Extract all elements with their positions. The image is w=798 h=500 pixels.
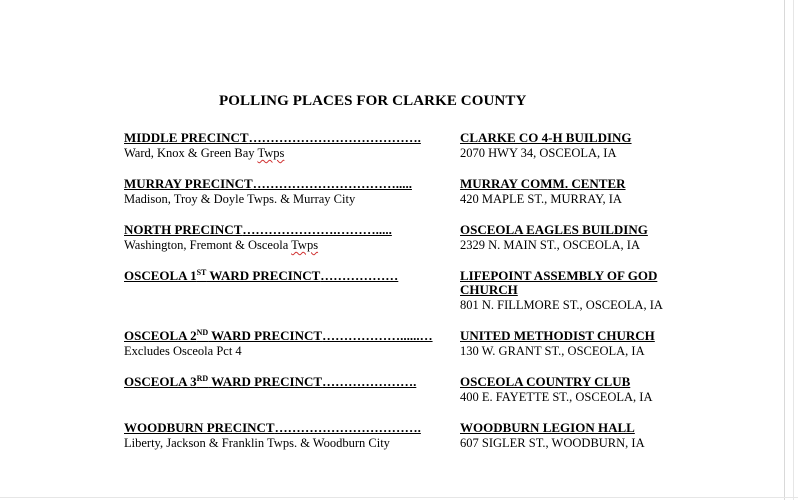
precinct-name: OSCEOLA 2ND WARD PRECINCT………………......…: [124, 328, 433, 343]
precinct-entry: [0, 222, 798, 272]
precinct-description: Excludes Osceola Pct 4: [124, 344, 242, 358]
dot-leader: ………………: [320, 268, 399, 283]
polling-place-name-line2: CHURCH: [460, 282, 518, 297]
polling-place-name: MURRAY COMM. CENTER: [460, 176, 626, 191]
precinct-description: Washington, Fremont & Osceola Twps: [124, 238, 319, 252]
precinct-name: NORTH PRECINCT………………….……….....: [124, 222, 392, 237]
precinct-name: MIDDLE PRECINCT………………………………….: [124, 130, 421, 145]
spellcheck-word: Twps: [291, 238, 319, 252]
precinct-name: WOODBURN PRECINCT…………………………….: [124, 420, 421, 435]
precinct-name: OSCEOLA 3RD WARD PRECINCT………………….: [124, 374, 417, 389]
polling-place-address: 400 E. FAYETTE ST., OSCEOLA, IA: [460, 390, 653, 404]
dot-leader: ………………......…: [322, 328, 433, 343]
dot-leader: ………………………………….: [248, 130, 421, 145]
polling-place-address: 801 N. FILLMORE ST., OSCEOLA, IA: [460, 298, 663, 312]
dot-leader: …………………………….....: [252, 176, 412, 191]
polling-place-name: CLARKE CO 4-H BUILDING: [460, 130, 632, 145]
polling-place-name: OSCEOLA EAGLES BUILDING: [460, 222, 648, 237]
precinct-description: Ward, Knox & Green Bay Twps: [124, 146, 285, 160]
precinct-entry: [0, 374, 798, 424]
precinct-entry: [0, 130, 798, 180]
precinct-entry: [0, 420, 798, 470]
polling-place-name: LIFEPOINT ASSEMBLY OF GOD: [460, 268, 658, 283]
polling-place-name: WOODBURN LEGION HALL: [460, 420, 635, 435]
precinct-description: Madison, Troy & Doyle Twps. & Murray City: [124, 192, 356, 206]
precinct-entry: [0, 328, 798, 378]
dot-leader: ………………….: [322, 374, 417, 389]
dot-leader: …………………………….: [274, 420, 421, 435]
precinct-entry: [0, 176, 798, 226]
polling-place-name: UNITED METHODIST CHURCH: [460, 328, 655, 343]
polling-place-address: 420 MAPLE ST., MURRAY, IA: [460, 192, 622, 206]
dot-leader: ………………….……….....: [242, 222, 392, 237]
precinct-name: MURRAY PRECINCT…………………………….....: [124, 176, 412, 191]
page-edge-line: [0, 497, 798, 498]
polling-place-address: 2329 N. MAIN ST., OSCEOLA, IA: [460, 238, 640, 252]
page-title: POLLING PLACES FOR CLARKE COUNTY: [219, 93, 527, 109]
polling-place-address: 607 SIGLER ST., WOODBURN, IA: [460, 436, 645, 450]
polling-place-address: 2070 HWY 34, OSCEOLA, IA: [460, 146, 617, 160]
polling-place-name: OSCEOLA COUNTRY CLUB: [460, 374, 631, 389]
precinct-entry: [0, 268, 798, 318]
precinct-name: OSCEOLA 1ST WARD PRECINCT………………: [124, 268, 399, 283]
spellcheck-word: Twps: [257, 146, 285, 160]
precinct-description: Liberty, Jackson & Franklin Twps. & Woodburn City: [124, 436, 390, 450]
polling-place-address: 130 W. GRANT ST., OSCEOLA, IA: [460, 344, 645, 358]
